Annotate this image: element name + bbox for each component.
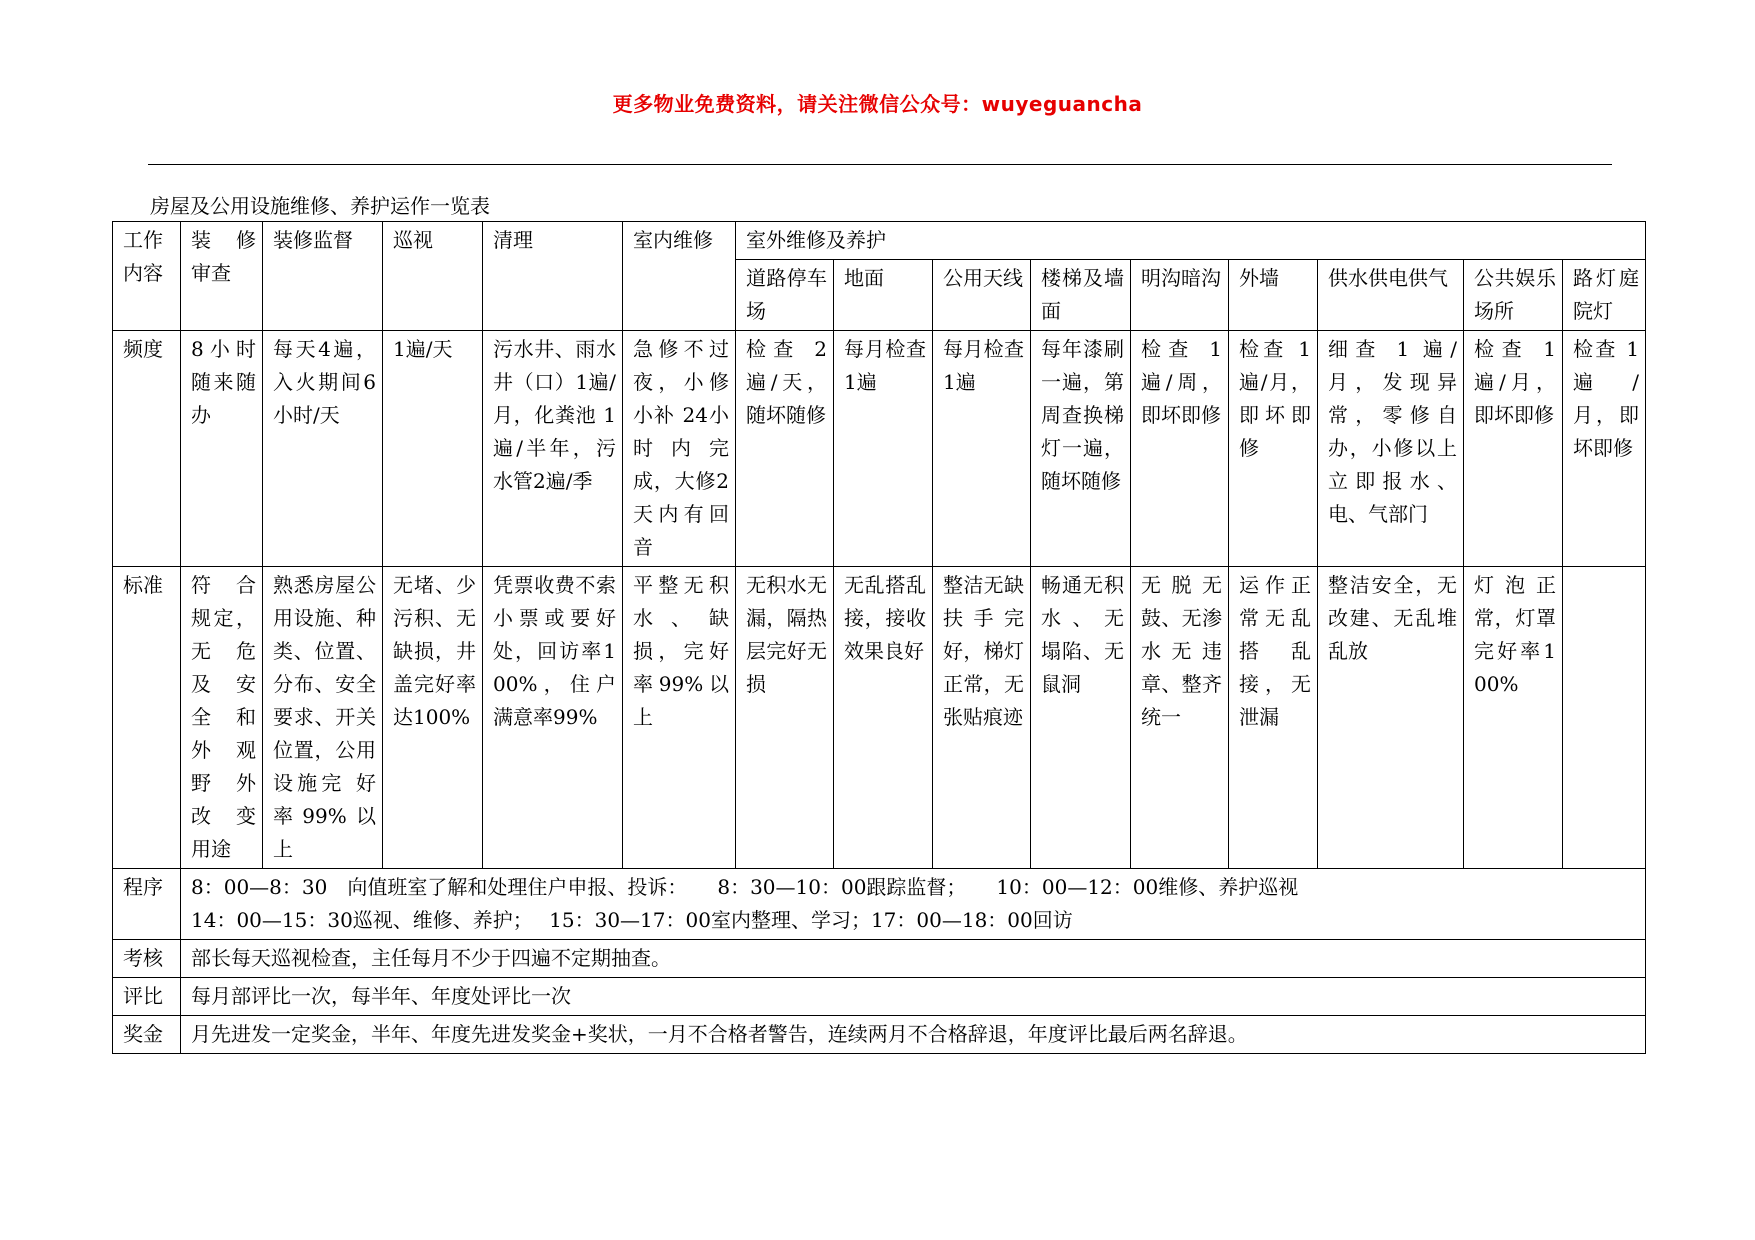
standard-cell: 畅通无积水、无 塌陷、无鼠洞: [1031, 567, 1131, 869]
frequency-label: 频度: [113, 331, 181, 567]
header-utilities: 供水供电供气: [1318, 260, 1464, 331]
header-public-antenna: 公用天线: [933, 260, 1031, 331]
header-roads-parking: 道路停车场: [736, 260, 834, 331]
frequency-cell: 检查 1遍/月，即坏即修: [1229, 331, 1318, 567]
procedure-label: 程序: [113, 869, 181, 940]
procedure-text: [181, 869, 1646, 940]
assessment-label: 考核: [113, 940, 181, 978]
standard-row: [113, 567, 1646, 869]
procedure-line-2: 14：00—15：30巡视、维修、养护； 15：30—17：00室内整理、学习；17：00—18：00回访: [191, 908, 1073, 932]
header-stairs-walls: 楼梯及墙面: [1031, 260, 1131, 331]
frequency-cell: 每天4遍，入火期间6小时/天: [263, 331, 383, 567]
header-rule: [148, 164, 1612, 165]
frequency-cell: 每年漆刷 一遍，第周查换梯灯一遍，随坏随修: [1031, 331, 1131, 567]
standard-cell: 整洁安全，无改建、无乱堆乱放: [1318, 567, 1464, 869]
standard-cell: 灯泡正常，灯罩完好率100%: [1464, 567, 1563, 869]
header-drains: 明沟暗沟: [1131, 260, 1229, 331]
header-patrol: 巡视: [383, 222, 483, 331]
standard-cell: 无堵、少 污积、无缺损，井盖完好率达100%: [383, 567, 483, 869]
frequency-cell: 检查 1遍/月，即坏即修: [1563, 331, 1646, 567]
standard-cell: 无积水无漏，隔热层完好无损: [736, 567, 834, 869]
header-exterior-wall: 外墙: [1229, 260, 1318, 331]
header-cleaning: 清理: [483, 222, 623, 331]
header-row-1: [113, 222, 1646, 260]
standard-cell: [1563, 567, 1646, 869]
evaluation-row: [113, 978, 1646, 1016]
header-reno-review: 装 修审查: [181, 222, 263, 331]
standard-cell: 平整无积水、缺损，完好率99%以上: [623, 567, 736, 869]
frequency-cell: 检查 1遍/周，即坏即修: [1131, 331, 1229, 567]
assessment-row: [113, 940, 1646, 978]
frequency-cell: 检查 2遍/天，随坏随修: [736, 331, 834, 567]
frequency-cell: 检查 1遍/月，即坏即修: [1464, 331, 1563, 567]
maintenance-table: [112, 221, 1646, 1054]
frequency-cell: 1遍/天: [383, 331, 483, 567]
procedure-row: [113, 869, 1646, 940]
header-ground: 地面: [834, 260, 933, 331]
header-street-lights: 路灯庭院灯: [1563, 260, 1646, 331]
document-title: 房屋及公用设施维修、养护运作一览表: [150, 194, 490, 218]
frequency-cell: 急修不过夜，小修小补 24小时内完成，大修2 天内有回音: [623, 331, 736, 567]
header-recreation: 公共娱乐场所: [1464, 260, 1563, 331]
standard-cell: 熟悉房屋公用设施、种类、位置、分布、安全要求、开关位置，公用设施完 好 率99%以上: [263, 567, 383, 869]
frequency-cell: 污水井、雨水井（口）1遍/月，化粪池 1 遍/半年，污水管2遍/季: [483, 331, 623, 567]
standard-cell: 整洁无缺扶手完好，梯灯正常，无张贴痕迹: [933, 567, 1031, 869]
evaluation-label: 评比: [113, 978, 181, 1016]
standard-cell: 无脱无鼓、无渗水无违章、整齐统一: [1131, 567, 1229, 869]
assessment-text: 部长每天巡视检查，主任每月不少于四遍不定期抽查。: [181, 940, 1646, 978]
standard-cell: 运作正常无乱搭 乱接，无泄漏: [1229, 567, 1318, 869]
evaluation-text: 每月部评比一次，每半年、年度处评比一次: [181, 978, 1646, 1016]
header-outdoor-group: 室外维修及养护: [736, 222, 1646, 260]
bonus-row: [113, 1016, 1646, 1054]
standard-cell: 无乱搭乱接，接收效果良好: [834, 567, 933, 869]
frequency-row: [113, 331, 1646, 567]
header-reno-supervision: 装修监督: [263, 222, 383, 331]
frequency-cell: 8小时随来随办: [181, 331, 263, 567]
frequency-cell: 细查 1 遍/月，发现异常，零修自办，小修以上立即报水、电、气部门: [1318, 331, 1464, 567]
standard-label: 标准: [113, 567, 181, 869]
header-indoor-repair: 室内维修: [623, 222, 736, 331]
bonus-text: 月先进发一定奖金，半年、年度先进发奖金+奖状，一月不合格者警告，连续两月不合格辞退，年度评比最后两名辞退。: [181, 1016, 1646, 1054]
promo-banner: 更多物业免费资料，请关注微信公众号：wuyeguancha: [612, 92, 1143, 116]
frequency-cell: 每月检查1遍: [933, 331, 1031, 567]
standard-cell: 凭票收费不索小票或要好处，回访率100%，住户满意率99%: [483, 567, 623, 869]
standard-cell: 符 合规定，无 危及 安全 和外 观野 外改 变用途: [181, 567, 263, 869]
bonus-label: 奖金: [113, 1016, 181, 1054]
frequency-cell: 每月检查1遍: [834, 331, 933, 567]
procedure-line-1: 8：00—8：30 向值班室了解和处理住户申报、投诉： 8：30—10：00跟踪监督； 10：00—12：00维修、养护巡视: [191, 875, 1299, 899]
header-work-content: 工作内容: [113, 222, 181, 331]
